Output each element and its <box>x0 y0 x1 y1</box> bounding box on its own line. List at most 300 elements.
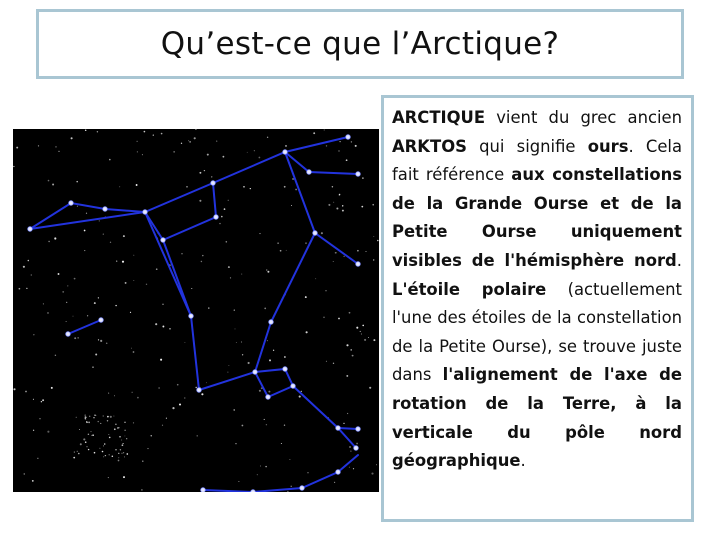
background-star <box>338 150 339 151</box>
background-star <box>350 349 352 351</box>
constellation-star <box>161 238 166 243</box>
background-star <box>121 439 122 440</box>
background-star <box>227 372 228 373</box>
background-star <box>162 304 163 305</box>
background-star <box>74 278 76 280</box>
background-star <box>87 315 88 316</box>
background-star <box>349 467 350 468</box>
background-star <box>84 414 86 416</box>
background-star <box>179 403 181 405</box>
background-star <box>177 384 179 386</box>
background-star <box>352 355 354 357</box>
background-star <box>92 434 94 436</box>
background-star <box>338 318 340 320</box>
background-star <box>16 147 18 149</box>
background-star <box>342 210 344 212</box>
background-star <box>114 395 115 396</box>
background-star <box>73 316 74 317</box>
background-star <box>333 202 334 203</box>
background-star <box>242 354 243 355</box>
background-star <box>54 237 56 239</box>
background-star <box>333 261 334 262</box>
background-star <box>108 434 109 435</box>
background-star <box>195 387 196 388</box>
background-star <box>259 233 260 234</box>
background-star <box>162 425 163 426</box>
background-star <box>117 427 118 428</box>
background-star <box>228 266 230 268</box>
background-star <box>339 194 340 195</box>
background-star <box>172 407 174 409</box>
background-star <box>24 473 25 474</box>
background-star <box>273 350 274 351</box>
background-star <box>132 392 133 393</box>
constellation-star <box>313 231 318 236</box>
background-star <box>110 416 112 418</box>
background-star <box>349 446 351 448</box>
background-star <box>335 252 336 253</box>
background-star <box>108 477 109 478</box>
constellation-star <box>336 426 341 431</box>
background-star <box>189 141 190 142</box>
background-star <box>113 416 114 417</box>
background-star <box>98 421 99 422</box>
background-star <box>133 422 134 423</box>
background-star <box>324 130 325 131</box>
background-star <box>37 458 38 459</box>
background-star <box>248 362 250 364</box>
constellation-star <box>266 395 271 400</box>
background-star <box>336 252 337 253</box>
background-star <box>268 391 270 393</box>
background-star <box>125 282 127 284</box>
background-star <box>123 235 125 237</box>
background-star <box>259 157 261 159</box>
background-star <box>264 419 265 420</box>
background-star <box>94 452 96 454</box>
background-star <box>108 454 109 455</box>
background-star <box>76 181 78 183</box>
background-star <box>100 423 101 424</box>
background-star <box>346 159 348 161</box>
background-star <box>77 451 78 452</box>
text-segment: . <box>520 451 526 471</box>
background-star <box>28 260 30 262</box>
background-star <box>78 337 79 338</box>
bold-text-segment: aux constellations de la Grande Ourse et de la Petite Ourse uniquement visibles de l'hémisphère nord <box>392 165 682 270</box>
background-star <box>71 137 73 139</box>
background-star <box>67 285 68 286</box>
bold-text-segment: l'alignement de l'axe de rotation de la Terre, à la verticale du pôle nord géographique <box>392 365 682 471</box>
constellation-star <box>66 332 71 337</box>
constellation-star <box>69 201 74 206</box>
background-star <box>93 417 94 418</box>
background-star <box>86 446 87 447</box>
constellation-star <box>269 320 274 325</box>
constellation-star <box>189 314 194 319</box>
background-star <box>86 417 87 418</box>
bold-text-segment: ours <box>587 136 629 156</box>
background-star <box>269 359 271 361</box>
background-star <box>112 455 114 457</box>
constellation-star <box>336 470 341 475</box>
background-star <box>285 145 287 147</box>
background-star <box>321 232 323 234</box>
background-star <box>162 326 164 328</box>
background-star <box>235 328 236 329</box>
background-star <box>31 275 32 276</box>
background-star <box>47 431 49 433</box>
background-star <box>33 430 34 431</box>
background-star <box>137 151 138 152</box>
background-star <box>257 474 258 475</box>
background-star <box>102 451 104 453</box>
background-star <box>119 436 121 438</box>
constellation-line <box>338 428 358 429</box>
background-star <box>207 154 209 156</box>
background-star <box>161 133 163 135</box>
background-star <box>242 425 244 427</box>
background-star <box>109 437 111 439</box>
background-star <box>94 302 96 304</box>
background-star <box>86 422 87 423</box>
background-star <box>104 443 106 445</box>
background-star <box>13 166 14 167</box>
background-star <box>365 251 366 252</box>
background-star <box>133 351 135 353</box>
constellation-star <box>307 170 312 175</box>
background-star <box>368 337 369 338</box>
background-star <box>357 250 359 252</box>
background-star <box>301 391 302 392</box>
background-star <box>115 423 117 425</box>
background-star <box>184 397 185 398</box>
constellation-star <box>283 367 288 372</box>
background-star <box>126 453 128 455</box>
background-star <box>77 206 78 207</box>
background-star <box>38 145 39 146</box>
background-star <box>146 284 147 285</box>
background-star <box>119 427 120 428</box>
background-star <box>266 424 267 425</box>
background-star <box>267 137 268 138</box>
background-star <box>360 331 361 332</box>
background-star <box>250 188 251 189</box>
background-star <box>110 242 111 243</box>
background-star <box>47 312 48 313</box>
background-star <box>19 288 21 290</box>
background-star <box>265 466 266 467</box>
background-star <box>123 476 125 478</box>
constellation-star <box>356 427 361 432</box>
text-segment: vient du grec ancien <box>485 108 682 127</box>
background-star <box>216 140 217 141</box>
constellation-star <box>346 135 351 140</box>
background-star <box>186 186 188 188</box>
constellation-map-image <box>13 129 379 492</box>
background-star <box>336 207 338 209</box>
background-star <box>85 418 87 420</box>
background-star <box>100 340 102 342</box>
text-segment: . Cela fait référence <box>392 136 683 185</box>
background-star <box>201 261 202 262</box>
background-star <box>151 435 152 436</box>
background-star <box>52 183 54 185</box>
constellation-star <box>354 446 359 451</box>
background-star <box>103 445 104 446</box>
background-star <box>326 145 327 146</box>
background-star <box>144 131 146 133</box>
background-star <box>230 277 231 278</box>
background-star <box>109 159 111 161</box>
constellation-star <box>103 207 108 212</box>
background-star <box>226 241 228 243</box>
bold-text-segment: ARKTOS <box>392 136 467 156</box>
constellation-star <box>283 150 288 155</box>
title-frame <box>36 9 684 79</box>
background-star <box>103 234 104 235</box>
background-star <box>266 269 268 271</box>
background-star <box>142 154 143 155</box>
background-star <box>123 452 124 453</box>
background-star <box>96 415 97 416</box>
background-star <box>51 387 53 389</box>
background-star <box>99 448 100 449</box>
constellation-star <box>214 215 219 220</box>
background-star <box>199 172 201 174</box>
background-star <box>371 473 373 475</box>
background-star <box>211 176 212 177</box>
background-star <box>377 240 379 242</box>
background-star <box>206 382 207 383</box>
background-star <box>194 137 196 139</box>
background-star <box>126 438 127 439</box>
background-star <box>88 434 89 435</box>
background-star <box>281 443 282 444</box>
background-star <box>241 274 242 275</box>
background-star <box>284 186 286 188</box>
background-star <box>158 387 159 388</box>
constellation-star <box>356 262 361 267</box>
background-star <box>55 355 56 356</box>
background-star <box>148 448 149 449</box>
background-star <box>88 422 90 424</box>
background-star <box>372 204 374 206</box>
background-star <box>124 456 125 457</box>
background-star <box>85 129 87 131</box>
background-star <box>48 241 49 242</box>
background-star <box>356 443 358 445</box>
constellation-star <box>211 181 216 186</box>
background-star <box>153 134 154 135</box>
background-star <box>91 431 92 432</box>
background-star <box>103 456 104 457</box>
background-star <box>191 288 192 289</box>
background-star <box>123 443 124 444</box>
background-star <box>58 273 60 275</box>
background-star <box>199 200 201 202</box>
constellation-star <box>28 227 33 232</box>
background-star <box>122 453 123 454</box>
background-star <box>124 422 125 423</box>
background-star <box>74 337 76 339</box>
background-star <box>373 259 374 260</box>
background-star <box>33 399 34 400</box>
background-star <box>91 435 92 436</box>
background-star <box>94 415 95 416</box>
background-star <box>323 317 325 319</box>
background-star <box>80 443 82 445</box>
background-star <box>23 266 25 268</box>
background-star <box>201 393 203 395</box>
background-star <box>267 271 269 273</box>
bold-text-segment: ARCTIQUE <box>392 108 486 127</box>
constellation-star <box>197 388 202 393</box>
background-star <box>133 280 134 281</box>
background-star <box>188 140 189 141</box>
background-star <box>343 423 344 424</box>
background-star <box>141 489 143 491</box>
background-star <box>119 186 120 187</box>
text-frame <box>381 95 694 522</box>
background-star <box>98 339 99 340</box>
background-star <box>247 152 248 153</box>
background-star <box>325 290 326 291</box>
background-star <box>333 363 334 364</box>
constellation-map-svg <box>13 129 379 492</box>
background-star <box>181 253 182 254</box>
background-star <box>131 348 132 349</box>
background-star <box>224 208 226 210</box>
background-star <box>120 449 121 450</box>
background-star <box>32 480 34 482</box>
text-segment: . <box>676 250 682 270</box>
background-star <box>243 186 245 188</box>
background-star <box>346 344 348 346</box>
background-star <box>107 420 108 421</box>
background-star <box>332 186 333 187</box>
background-star <box>95 354 97 356</box>
background-star <box>284 425 285 426</box>
background-star <box>26 288 27 289</box>
background-star <box>307 472 308 473</box>
background-star <box>235 443 236 444</box>
background-star <box>166 418 167 419</box>
background-star <box>305 296 307 298</box>
text-segment: (actuellement l'une des étoiles de la constellation de la Petite Ourse), se trouve juste dans <box>392 279 682 385</box>
constellation-star <box>253 370 258 375</box>
background-star <box>291 486 292 487</box>
background-star <box>89 416 90 417</box>
background-star <box>373 236 374 237</box>
background-star <box>313 132 315 134</box>
background-star <box>305 242 307 244</box>
background-star <box>362 177 364 179</box>
background-star <box>88 449 89 450</box>
background-star <box>350 450 351 451</box>
background-star <box>142 461 143 462</box>
background-star <box>55 146 56 147</box>
constellation-star <box>356 172 361 177</box>
background-star <box>339 141 340 142</box>
background-star <box>228 200 229 201</box>
background-star <box>124 430 125 431</box>
constellation-star <box>201 488 206 492</box>
background-star <box>98 297 99 298</box>
background-star <box>118 460 120 462</box>
background-star <box>39 418 40 419</box>
background-star <box>233 409 234 410</box>
background-star <box>362 325 364 327</box>
background-star <box>208 307 209 308</box>
constellation-star <box>291 384 296 389</box>
background-star <box>84 230 86 232</box>
background-star <box>254 150 255 151</box>
background-star <box>107 416 109 418</box>
background-star <box>306 331 308 333</box>
background-star <box>260 466 261 467</box>
background-star <box>376 464 377 465</box>
background-star <box>115 305 116 306</box>
background-star <box>136 184 138 186</box>
constellation-star <box>251 490 256 492</box>
background-star <box>85 441 87 443</box>
background-star <box>349 312 351 314</box>
background-star <box>122 444 124 446</box>
background-star <box>97 131 98 132</box>
background-star <box>364 339 366 341</box>
background-star <box>105 455 106 456</box>
background-star <box>284 356 286 358</box>
background-star <box>74 452 75 453</box>
background-star <box>229 365 230 366</box>
background-star <box>361 334 362 335</box>
background-star <box>58 151 59 152</box>
description-paragraph <box>392 104 682 476</box>
background-star <box>86 213 87 214</box>
background-star <box>42 399 44 401</box>
background-star <box>115 449 116 450</box>
background-star <box>76 417 77 418</box>
background-star <box>328 204 330 206</box>
background-star <box>197 435 198 436</box>
background-star <box>169 328 171 330</box>
background-star <box>137 397 139 399</box>
background-star <box>334 482 335 483</box>
background-star <box>361 206 363 208</box>
background-star <box>343 256 344 257</box>
background-star <box>48 180 50 182</box>
background-star <box>222 156 224 158</box>
background-star <box>342 205 343 206</box>
slide-title: Qu’est-ce que l’Arctique? <box>160 26 560 62</box>
background-star <box>130 312 131 313</box>
background-star <box>355 145 357 147</box>
background-star <box>241 341 242 342</box>
background-star <box>33 334 34 335</box>
background-star <box>66 321 67 322</box>
constellation-star <box>143 210 148 215</box>
constellation-star <box>300 486 305 491</box>
background-star <box>103 415 104 416</box>
background-star <box>122 261 124 263</box>
background-star <box>43 303 44 304</box>
background-star <box>346 375 348 377</box>
background-star <box>133 255 134 256</box>
background-star <box>83 438 85 440</box>
background-star <box>234 309 235 310</box>
background-star <box>326 361 327 362</box>
